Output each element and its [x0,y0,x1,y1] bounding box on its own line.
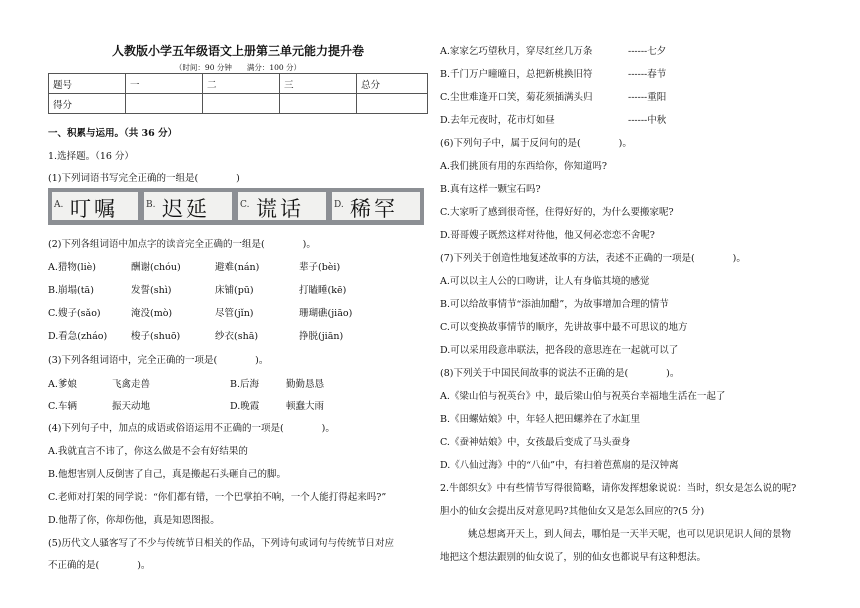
question-text: (4)下列句子中，加点的成语或俗语运用不正确的一项是( )。 [48,423,335,434]
option-cell: D.去年元夜时，花市灯如昼 [440,115,555,126]
option-cell: D.晚霞 [230,401,260,412]
table-cell: 二 [203,74,280,94]
option-box [52,192,138,220]
option-row [440,89,666,103]
option-label: D. [334,200,344,210]
table-cell: 一 [126,74,203,94]
option-cell: 床铺(pū) [215,285,254,296]
option-cell: 避难(nán) [215,262,260,273]
option-word: 谎话 [256,197,304,221]
table-cell: 题号 [49,74,126,94]
option-line: C.可以变换故事情节的顺序，先讲故事中最不可思议的地方 [440,322,688,333]
option-word: 稀罕 [350,197,398,221]
option-line: C.《蚕神姑娘》中，女孩最后变成了马头蚕身 [440,437,631,448]
option-line: C.老师对打架的同学说：“你们都有错，一个巴掌拍不响，一个人能打得起来吗?” [48,492,387,503]
option-word: 迟延 [162,197,210,221]
table-cell[interactable] [126,94,203,114]
option-cell: A.爹娘 [48,379,77,390]
option-line: A.我们挑顶有用的东西给你，你知道吗? [440,161,607,172]
option-label: B. [146,200,156,210]
option-row [48,305,352,319]
option-line: B.《田螺姑娘》中，年轻人把田螺养在了水缸里 [440,414,641,425]
option-cell: 振天动地 [112,401,151,412]
question-text: 不正确的是( )。 [48,560,151,571]
option-cell: ------春节 [628,69,667,80]
question-text: (5)历代文人骚客写了不少与传统节日相关的作品，下列诗句或词句与传统节日对应 [48,538,394,549]
options-photo [48,188,424,225]
option-cell: B.崩塌(tā) [48,285,94,296]
option-cell: 顿蠢大雨 [286,401,325,412]
option-line: C.大家听了感到很奇怪，住得好好的，为什么要搬家呢? [440,207,674,218]
answer-text: 地把这个想法跟别的仙女说了，别的仙女也都说早有这种想法。 [440,552,707,563]
option-cell: ------七夕 [628,46,667,57]
option-label: A. [54,200,64,210]
page-subtitle: （时间：90 分钟 满分：100 分） [174,63,302,72]
option-line: D.《八仙过海》中的“八仙”中，有扫着芭蕉扇的是汉钟离 [440,460,679,471]
option-word: 叮嘱 [70,197,118,221]
question-text: (3)下列各组词语中，完全正确的一项是( )。 [48,355,269,366]
option-box [332,192,420,220]
question-text: 2.牛郎织女》中有些情节写得很简略，请你发挥想象说说：当时，织女是怎么说的呢? [440,483,797,494]
option-box [238,192,326,220]
option-row [440,43,666,57]
option-line: B.真有这样一颗宝石吗? [440,184,541,195]
option-cell: 发誓(shì) [131,285,172,296]
option-line: D.可以采用段意串联法，把各段的意思连在一起就可以了 [440,345,679,356]
table-cell[interactable] [203,94,280,114]
option-row [48,398,324,412]
option-cell: C.尘世难逢开口笑，菊花须插满头归 [440,92,593,103]
question-text: (7)下列关于创造性地复述故事的方法，表述不正确的一项是( )。 [440,253,746,264]
option-cell: A.家家乞巧望秋月，穿尽红丝几万条 [440,46,593,57]
section-heading: 一、积累与运用。（共 36 分） [48,128,178,139]
question-text: (2)下列各组词语中加点字的读音完全正确的一组是( )。 [48,239,316,250]
option-cell: 飞禽走兽 [112,379,151,390]
table-cell[interactable] [280,94,357,114]
option-row [440,66,666,80]
option-line: A.《梁山伯与祝英台》中，最后梁山伯与祝英台幸福地生活在一起了 [440,391,726,402]
question-text: (1)下列词语书写完全正确的一组是( ) [48,173,240,184]
option-box [144,192,232,220]
table-cell: 得分 [49,94,126,114]
option-row [48,282,346,296]
table-row [49,94,428,114]
option-cell: B.后海 [230,379,260,390]
question-text: (6)下列句子中，属于反问句的是( )。 [440,138,632,149]
table-cell: 总分 [357,74,428,94]
option-line: D.他帮了你，你却伤他，真是知恩图报。 [48,515,220,526]
option-cell: C.车辆 [48,401,77,412]
option-line: B.可以给故事情节“添油加醋”，为故事增加合理的情节 [440,299,669,310]
table-cell: 三 [280,74,357,94]
option-cell: C.嫂子(sǎo) [48,308,101,319]
question-text: 胆小的仙女会提出反对意见吗?其他仙女又是怎么回应的?(5 分) [440,506,705,517]
option-row [440,112,666,126]
question-heading: 1.选择题。（16 分） [48,151,134,162]
option-row [48,376,324,390]
option-cell: 尽管(jǐn) [215,308,254,319]
table-row [49,74,428,94]
option-cell: A.猎物(liè) [48,262,96,273]
option-cell: 挣脱(jiān) [299,331,344,342]
option-cell: D.看急(zháo) [48,331,108,342]
option-cell: 勤勤恳恳 [286,379,325,390]
option-line: A.可以以主人公的口吻讲，让人有身临其境的感觉 [440,276,650,287]
option-cell: 打瞌睡(kē) [299,285,347,296]
option-cell: B.千门万户曈曈日，总把新桃换旧符 [440,69,593,80]
option-cell: 梭子(shuō) [131,331,181,342]
option-line: D.哥哥嫂子既然这样对待他，他又何必恋恋不舍呢? [440,230,655,241]
page-title: 人教版小学五年级语文上册第三单元能力提升卷 [111,44,364,58]
option-line: A.我就直言不讳了，你这么做是不会有好结果的 [48,446,248,457]
option-cell: 纱衣(shā) [215,331,259,342]
table-cell[interactable] [357,94,428,114]
question-text: (8)下列关于中国民间故事的说法不正确的是( )。 [440,368,680,379]
option-row [48,328,343,342]
answer-text: 姚总想离开天上，到人间去，哪怕是一天半天呢，也可以见识见识人间的景物 [468,529,792,540]
option-cell: ------中秋 [628,115,667,126]
score-table [48,73,428,114]
option-cell: 珊瑚礁(jiāo) [299,308,353,319]
option-cell: 辈子(bèi) [299,262,341,273]
option-cell: ------重阳 [628,92,667,103]
option-cell: 酬谢(chóu) [131,262,181,273]
option-row [48,259,340,273]
option-line: B.他想害别人反倒害了自己，真是搬起石头砸自己的脚。 [48,469,287,480]
option-cell: 淹没(mò) [131,308,173,319]
option-label: C. [240,200,250,210]
